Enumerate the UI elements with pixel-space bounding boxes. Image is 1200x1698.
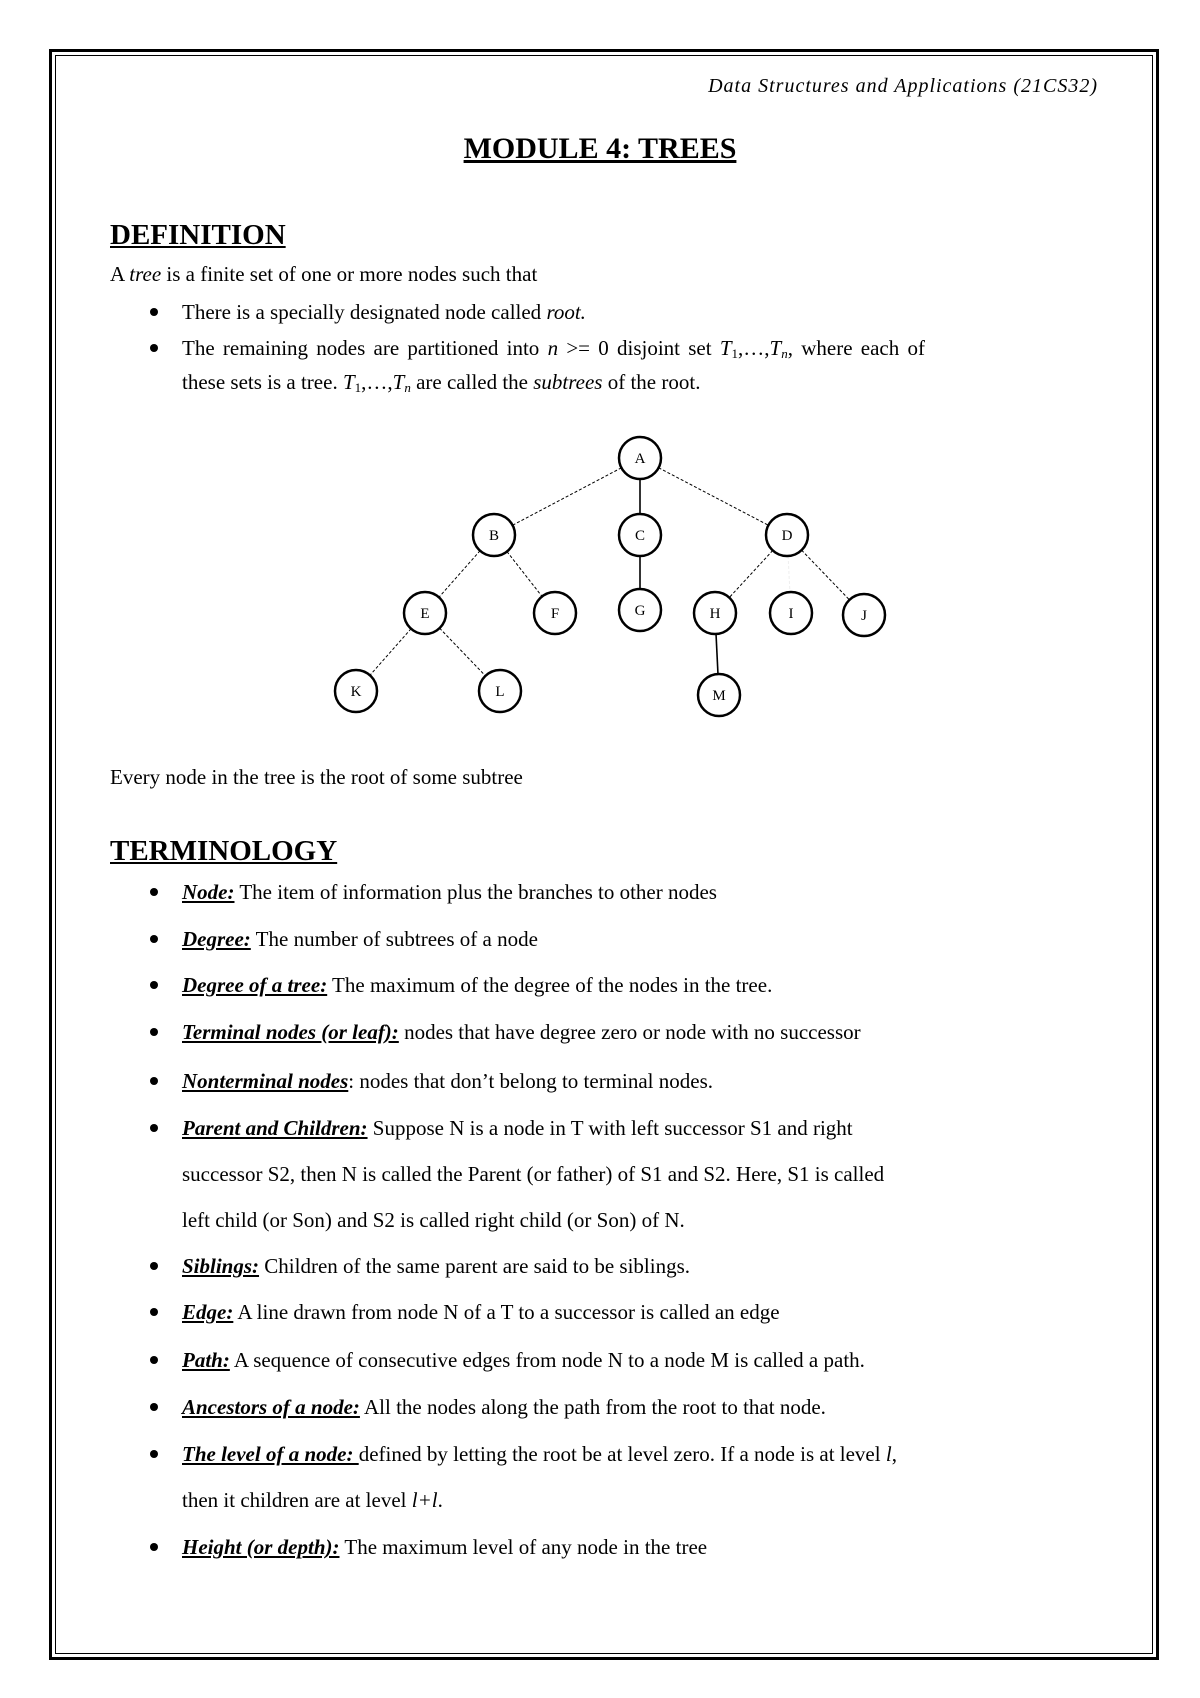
tree-node-label: F xyxy=(550,606,560,622)
bullet-icon xyxy=(150,981,158,989)
term-label: Terminal nodes (or leaf): xyxy=(182,1020,399,1044)
bullet-icon xyxy=(150,1077,158,1085)
bullet-icon xyxy=(150,935,158,943)
tree-diagram xyxy=(0,0,1200,760)
term-label: Node: xyxy=(182,880,235,904)
tree-edge-B-E xyxy=(439,551,480,598)
term-description: All the nodes along the path from the root to that node. xyxy=(359,1395,826,1419)
tree-node-label: L xyxy=(495,684,505,700)
punct: , xyxy=(891,1442,897,1466)
tree-edge-E-L xyxy=(440,628,486,676)
tree-node-label: D xyxy=(781,528,793,544)
bullet-icon xyxy=(150,1028,158,1036)
term-label: Degree of a tree: xyxy=(182,973,328,997)
tree-node-label: I xyxy=(788,606,794,622)
term-label: Edge: xyxy=(182,1300,234,1324)
title-text: MODULE 4: TREES xyxy=(463,132,737,165)
term-label: Degree: xyxy=(182,927,251,951)
term-label: The level of a node: xyxy=(182,1442,359,1466)
term-description: A sequence of consecutive edges from node N to a node M is called a path. xyxy=(229,1348,865,1372)
bullet-icon xyxy=(150,1403,158,1411)
bullet-icon xyxy=(150,1543,158,1551)
term-description: A line drawn from node N of a T to a successor is called an edge xyxy=(233,1300,780,1324)
tree-node-label: M xyxy=(712,688,726,704)
tree-node-label: E xyxy=(420,606,430,622)
tree-edge-A-D xyxy=(659,468,769,526)
term-description: The number of subtrees of a node xyxy=(250,927,538,951)
term-item xyxy=(182,927,538,951)
tree-edge-E-K xyxy=(370,629,411,676)
tree-edge-A-B xyxy=(513,468,622,525)
tree-node-label: C xyxy=(634,528,646,544)
term-description: Suppose N is a node in T with left successor S1 and right xyxy=(367,1116,853,1140)
tree-node-label: A xyxy=(634,451,646,467)
term-item xyxy=(182,973,772,997)
term-item xyxy=(182,1535,707,1559)
subtree-note: Every node in the tree is the root of some subtree xyxy=(110,765,523,789)
tree-edge-D-I xyxy=(788,556,790,592)
term-description: nodes that have degree zero or node with no successor xyxy=(398,1020,861,1044)
bullet-icon xyxy=(150,1308,158,1316)
definition-intro: A tree is a finite set of one or more nodes such that xyxy=(110,262,538,286)
definition-bullet-root: There is a specially designated node called root. xyxy=(182,300,586,324)
bullet-icon xyxy=(150,1356,158,1364)
tree-edge-D-J xyxy=(802,550,850,600)
term-label: Nonterminal nodes xyxy=(182,1069,349,1093)
term-item xyxy=(182,1300,780,1324)
term-item xyxy=(182,1395,826,1419)
term-description-cont: left child (or Son) and S2 is called right child (or Son) of N. xyxy=(182,1208,685,1232)
tree-edge-B-F xyxy=(507,552,542,597)
definition-bullet-partition-cont: these sets is a tree. $T_1,\dots,T_n$ are called the subtrees of the root. xyxy=(182,370,701,395)
level-var: l xyxy=(885,1442,892,1466)
tree-node-label: H xyxy=(709,606,721,622)
term-description-cont: successor S2, then N is called the Parent (or father) of S1 and S2. Here, S1 is called xyxy=(182,1162,885,1186)
term-label: Height (or depth): xyxy=(182,1535,340,1559)
term-description-cont: then it children are at level l+l. xyxy=(182,1488,443,1512)
term-label: Ancestors of a node: xyxy=(182,1395,360,1419)
term-item xyxy=(182,1020,861,1044)
term-description: The item of information plus the branches to other nodes xyxy=(234,880,717,904)
bullet-icon xyxy=(150,1450,158,1458)
term-item xyxy=(182,1348,865,1372)
running-header: Data Structures and Applications (21CS32) xyxy=(708,75,1098,97)
tree-edge-D-H xyxy=(729,550,773,597)
terminology-heading: TERMINOLOGY xyxy=(110,835,338,867)
definition-bullet-partition: The remaining nodes are partitioned into n >= 0 disjoint set $T_1,\dots,T_n$, where each of xyxy=(182,336,925,361)
tree-node-label: K xyxy=(350,684,362,700)
term-item xyxy=(182,1254,690,1278)
bullet-icon xyxy=(150,888,158,896)
term-description: defined by letting the root be at level zero. If a node is at level xyxy=(358,1442,886,1466)
term-label: Siblings: xyxy=(182,1254,260,1278)
term-item xyxy=(182,880,717,904)
term-description: Children of the same parent are said to be siblings. xyxy=(259,1254,691,1278)
term-description: The maximum of the degree of the nodes in the tree. xyxy=(327,973,773,997)
tree-node-label: J xyxy=(861,608,867,624)
term-label: Path: xyxy=(182,1348,230,1372)
term-label: Parent and Children: xyxy=(182,1116,368,1140)
term-item xyxy=(182,1116,853,1140)
tree-node-label: B xyxy=(488,528,500,544)
tree-node-label: G xyxy=(634,603,646,619)
term-item xyxy=(182,1069,713,1093)
term-item xyxy=(182,1442,897,1466)
term-description: The maximum level of any node in the tree xyxy=(339,1535,708,1559)
definition-heading: DEFINITION xyxy=(110,219,286,251)
tree-edge-H-M xyxy=(716,634,718,674)
bullet-icon xyxy=(150,1262,158,1270)
term-description: : nodes that don’t belong to terminal nodes. xyxy=(348,1069,714,1093)
bullet-icon xyxy=(150,1124,158,1132)
